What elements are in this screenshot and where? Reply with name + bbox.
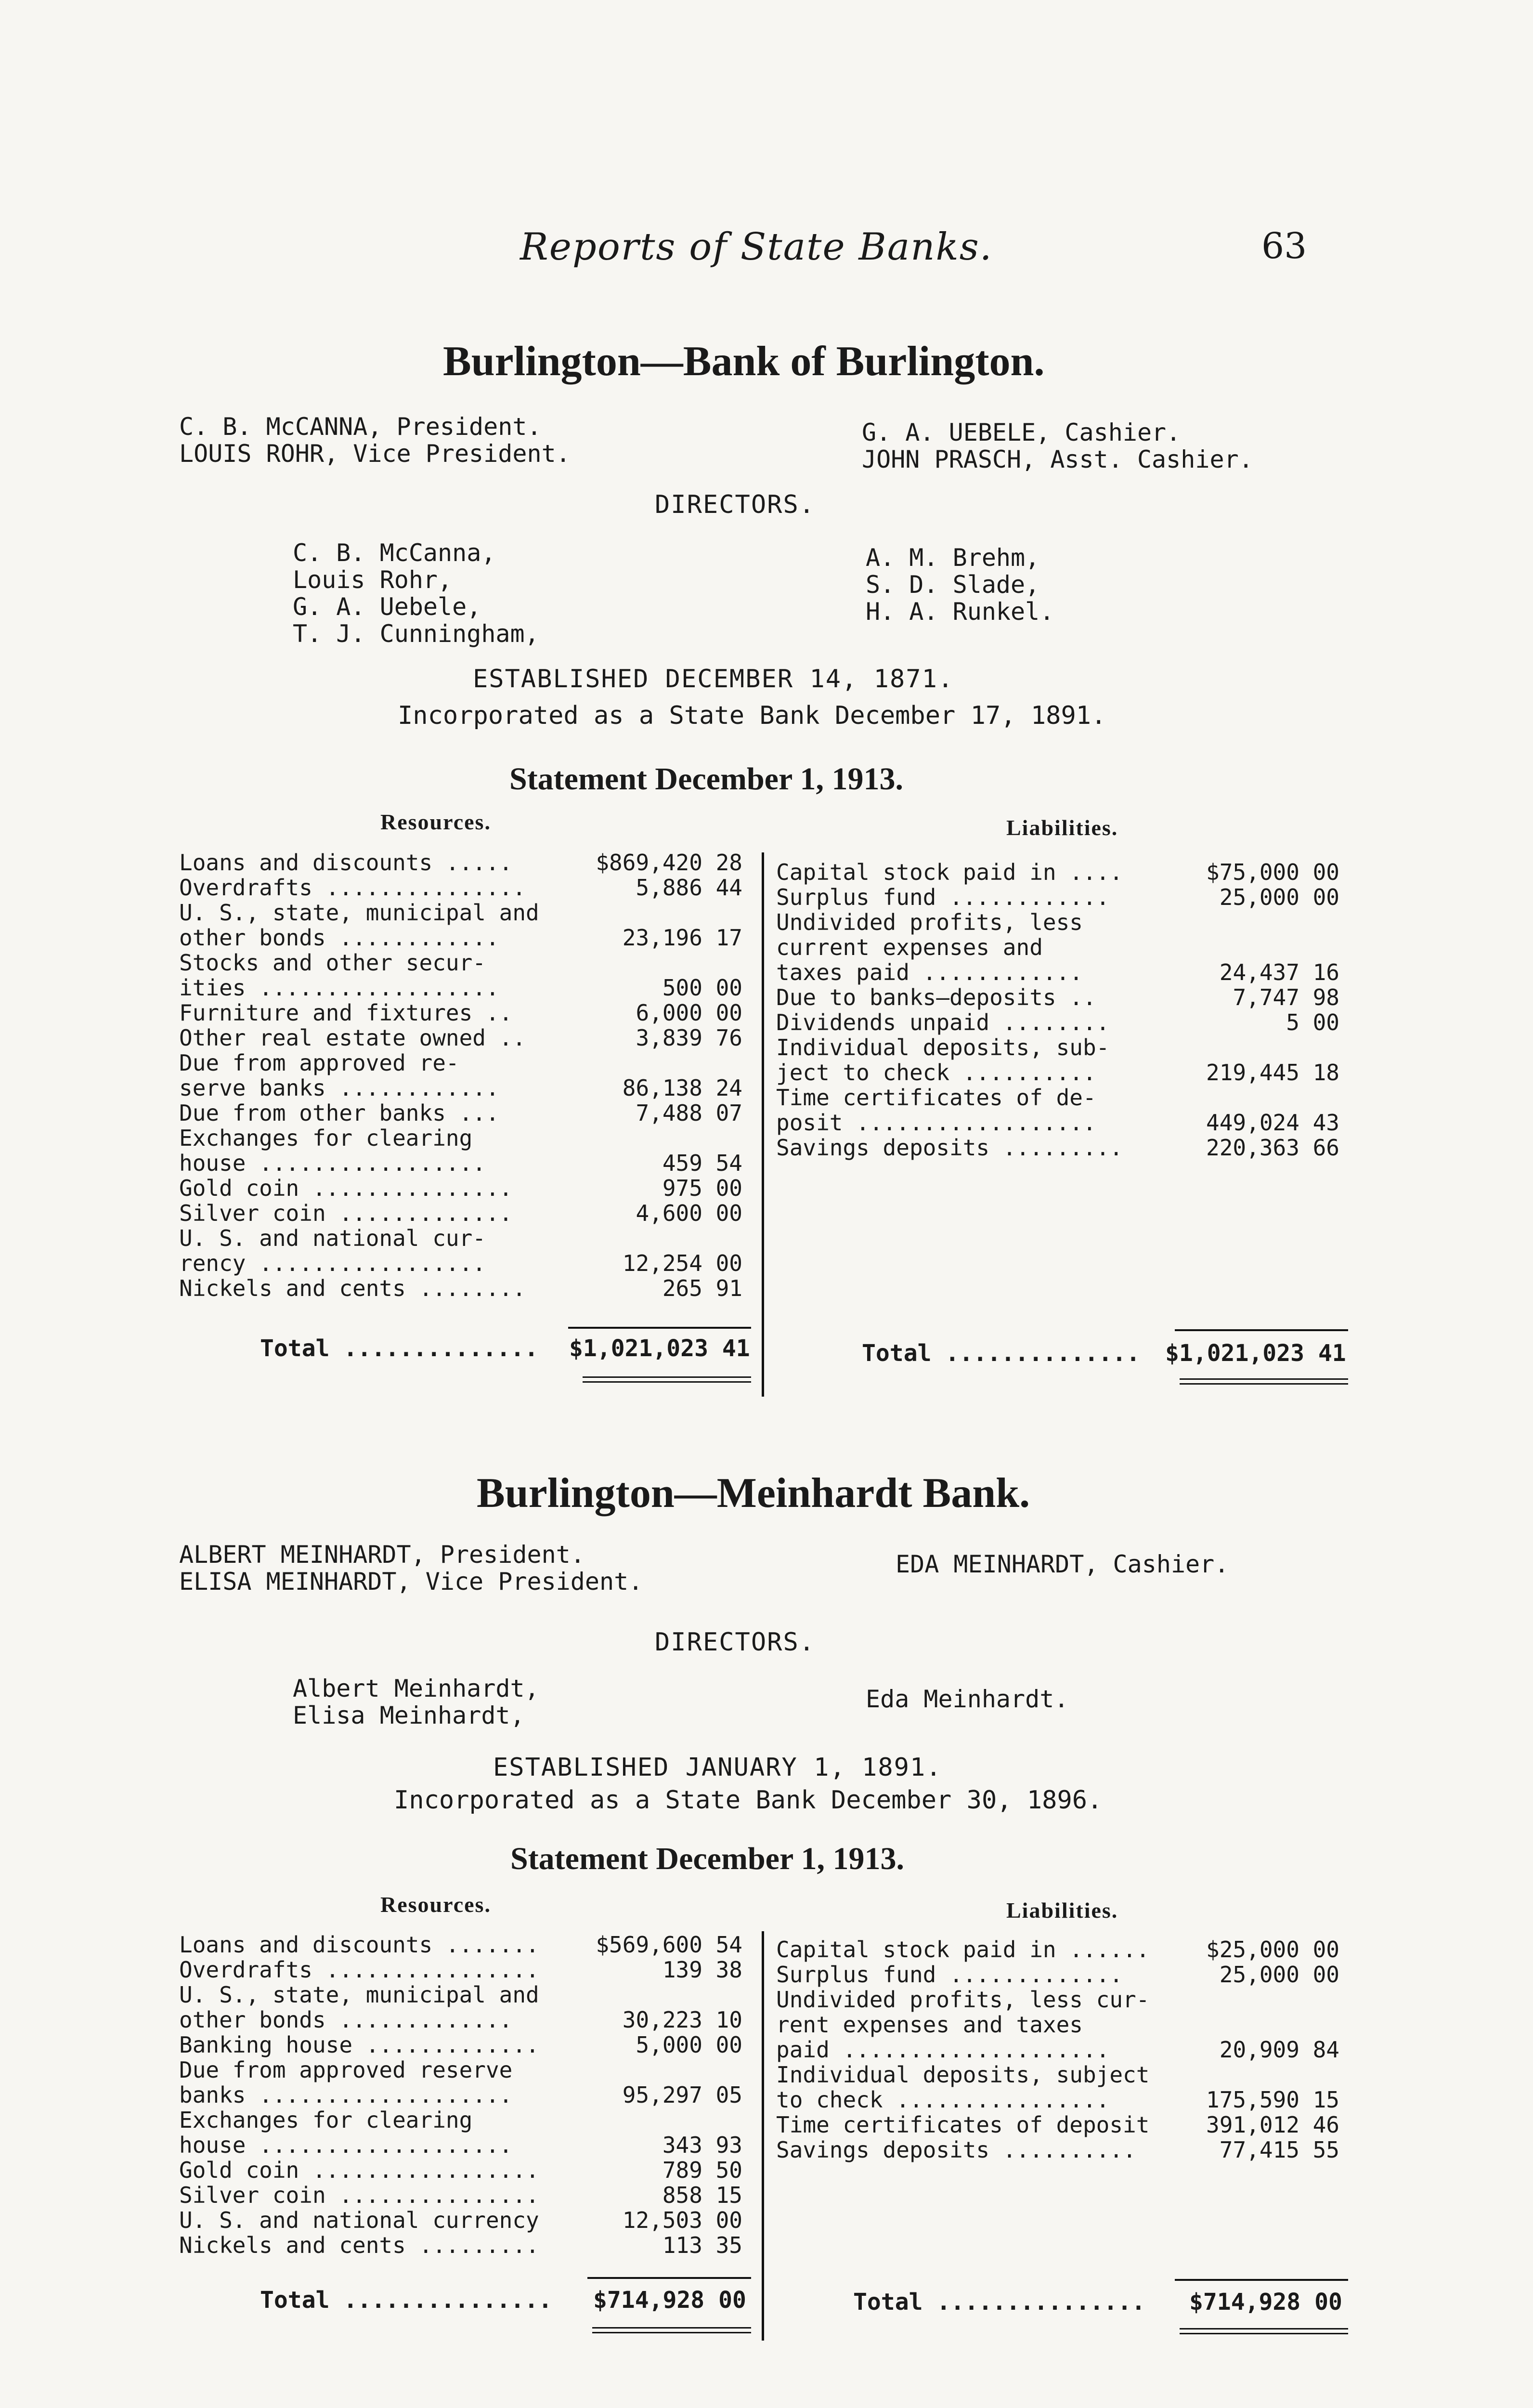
ledger-item-label: taxes paid ............ [776, 960, 1083, 985]
ledger-row [179, 2007, 752, 2032]
ledger-row [776, 2087, 1349, 2112]
ledger-item-label: Savings deposits .......... [776, 2137, 1136, 2162]
total-rule [1175, 1329, 1348, 1331]
ledger-item-amount: 77,415 55 [1219, 2137, 1339, 2163]
ledger-item-label: Surplus fund ............ [776, 885, 1110, 910]
ledger-row [776, 2112, 1349, 2137]
total-label: Total ............... [260, 2287, 552, 2314]
directors-left [293, 1675, 539, 1729]
double-rule [1180, 1383, 1348, 1385]
ledger-item-label: rency ................. [179, 1251, 486, 1276]
officers-right [862, 419, 1253, 473]
ledger-item-amount: 30,223 10 [622, 2007, 742, 2033]
ledger-item-amount: 5 00 [1286, 1009, 1339, 1035]
director: H. A. Runkel. [866, 598, 1054, 626]
ledger-row [179, 2032, 752, 2057]
ledger-item-label: U. S. and national currency [179, 2208, 539, 2233]
ledger-item-label: Stocks and other secur- [179, 950, 486, 975]
ledger-row [776, 2012, 1349, 2037]
total-liabilities: $714,928 00 [1189, 2289, 1342, 2316]
ledger-item-label: Furniture and fixtures .. [179, 1000, 513, 1025]
ledger-item-amount: 86,138 24 [622, 1075, 742, 1101]
ledger-item-amount: 5,886 44 [636, 875, 742, 901]
total-label: Total ............... [853, 2289, 1145, 2316]
bank-title: Burlington—Bank of Burlington. [443, 338, 1045, 385]
liabilities-table [776, 1937, 1349, 2162]
directors-right [866, 1686, 1068, 1713]
ledger-row [179, 1176, 752, 1201]
resources-table [179, 850, 752, 1301]
ledger-item-amount: 4,600 00 [636, 1200, 742, 1226]
ledger-item-label: Dividends unpaid ........ [776, 1010, 1110, 1035]
director: Louis Rohr, [293, 566, 453, 594]
ledger-row [179, 2183, 752, 2208]
ledger-item-amount: 391,012 46 [1206, 2112, 1339, 2138]
ledger-item-label: Capital stock paid in ...... [776, 1937, 1150, 1962]
ledger-item-amount: 265 91 [662, 1275, 742, 1301]
established-line: ESTABLISHED DECEMBER 14, 1871. [473, 665, 954, 694]
running-header: Reports of State Banks. [520, 225, 993, 269]
director: Eda Meinhardt. [866, 1685, 1069, 1713]
incorporated-line: Incorporated as a State Bank December 17, 1891. [398, 701, 1106, 730]
double-rule [592, 2327, 751, 2329]
officer-president: ALBERT MEINHARDT, President. [179, 1541, 585, 1569]
ledger-item-label: U. S., state, municipal and [179, 900, 539, 925]
ledger-row [776, 885, 1349, 910]
ledger-row [776, 2062, 1349, 2087]
ledger-row [776, 860, 1349, 885]
total-resources: $714,928 00 [593, 2287, 746, 2314]
ledger-row [179, 850, 752, 875]
column-divider [762, 1931, 764, 2341]
ledger-row [179, 975, 752, 1000]
ledger-row [179, 1276, 752, 1301]
ledger-item-label: paid .................... [776, 2037, 1110, 2062]
ledger-item-amount: 858 15 [662, 2182, 742, 2208]
double-rule [583, 1376, 751, 1378]
ledger-row [179, 1251, 752, 1276]
ledger-item-amount: 220,363 66 [1206, 1135, 1339, 1161]
ledger-row [179, 1982, 752, 2007]
ledger-item-label: Banking house ............. [179, 2032, 539, 2057]
ledger-item-amount: 343 93 [662, 2132, 742, 2158]
ledger-row [179, 2107, 752, 2133]
double-rule [1180, 2333, 1348, 2334]
ledger-item-amount: 219,445 18 [1206, 1060, 1339, 1086]
ledger-item-label: rent expenses and taxes [776, 2012, 1083, 2037]
ledger-item-label: Undivided profits, less cur- [776, 1987, 1150, 2012]
ledger-item-amount: 25,000 00 [1219, 884, 1339, 910]
ledger-item-label: U. S. and national cur- [179, 1226, 486, 1251]
ledger-item-label: house ................... [179, 2133, 513, 2158]
ledger-item-amount: 6,000 00 [636, 1000, 742, 1026]
double-rule [1180, 2328, 1348, 2329]
statement-title: Statement December 1, 1913. [509, 761, 904, 797]
ledger-item-label: other bonds ............. [179, 2007, 513, 2032]
officer-asst-cashier: JOHN PRASCH, Asst. Cashier. [862, 445, 1253, 473]
ledger-item-amount: 459 54 [662, 1150, 742, 1176]
ledger-item-label: Undivided profits, less [776, 910, 1083, 935]
ledger-row [776, 1060, 1349, 1085]
ledger-item-label: Nickels and cents ......... [179, 2233, 539, 2258]
officer-vice-president: ELISA MEINHARDT, Vice President. [179, 1568, 643, 1596]
ledger-row [776, 1987, 1349, 2012]
ledger-item-label: Surplus fund ............. [776, 1962, 1123, 1987]
liabilities-heading: Liabilities. [1006, 815, 1118, 840]
ledger-item-label: Capital stock paid in .... [776, 860, 1123, 885]
ledger-row [179, 1151, 752, 1176]
ledger-row [179, 1957, 752, 1982]
total-resources: $1,021,023 41 [569, 1335, 750, 1362]
resources-table [179, 1932, 752, 2258]
ledger-item-label: Individual deposits, sub- [776, 1035, 1110, 1060]
ledger-item-label: Overdrafts ............... [179, 875, 526, 900]
ledger-row [776, 1010, 1349, 1035]
ledger-item-label: house ................. [179, 1151, 486, 1176]
ledger-item-amount: 3,839 76 [636, 1025, 742, 1051]
ledger-row [179, 1025, 752, 1050]
total-rule [1175, 2279, 1348, 2281]
ledger-row [776, 985, 1349, 1010]
ledger-item-label: Loans and discounts ..... [179, 850, 513, 875]
officer-cashier: EDA MEINHARDT, Cashier. [896, 1550, 1229, 1578]
ledger-item-amount: 139 38 [662, 1957, 742, 1983]
ledger-item-label: Due from approved reserve [179, 2057, 513, 2082]
ledger-item-amount: 500 00 [662, 975, 742, 1001]
established-line: ESTABLISHED JANUARY 1, 1891. [493, 1753, 942, 1782]
directors-heading: DIRECTORS. [655, 490, 816, 519]
ledger-item-label: Due from other banks ... [179, 1100, 499, 1125]
ledger-row [179, 2208, 752, 2233]
directors-left [293, 539, 539, 647]
ledger-item-label: banks ................... [179, 2082, 513, 2107]
ledger-item-label: Time certificates of deposit [776, 2112, 1150, 2137]
ledger-item-label: Exchanges for clearing [179, 2107, 473, 2133]
directors-heading: DIRECTORS. [655, 1628, 816, 1657]
ledger-item-amount: 175,590 15 [1206, 2087, 1339, 2113]
ledger-item-label: Exchanges for clearing [179, 1125, 473, 1151]
ledger-row [179, 2158, 752, 2183]
ledger-row [776, 1110, 1349, 1135]
total-label: Total .............. [260, 1335, 538, 1362]
ledger-row [776, 1135, 1349, 1160]
ledger-item-label: Other real estate owned .. [179, 1025, 526, 1050]
ledger-row [179, 2082, 752, 2107]
ledger-item-label: current expenses and [776, 935, 1043, 960]
ledger-item-label: posit .................. [776, 1110, 1096, 1135]
directors-right [866, 544, 1054, 625]
ledger-row [179, 1226, 752, 1251]
ledger-item-label: Loans and discounts ....... [179, 1932, 539, 1957]
director: Elisa Meinhardt, [293, 1701, 525, 1729]
officer-cashier: G. A. UEBELE, Cashier. [862, 419, 1181, 446]
ledger-item-amount: 7,747 98 [1233, 984, 1339, 1010]
ledger-row [179, 875, 752, 900]
ledger-row [776, 910, 1349, 935]
statement-title: Statement December 1, 1913. [510, 1841, 905, 1876]
ledger-item-amount: 113 35 [662, 2232, 742, 2258]
page-number: 63 [1261, 225, 1307, 267]
ledger-item-amount: 975 00 [662, 1175, 742, 1201]
ledger-item-label: to check ................ [776, 2087, 1110, 2112]
ledger-row [179, 2133, 752, 2158]
ledger-item-label: Due to banks—deposits .. [776, 985, 1096, 1010]
ledger-row [179, 925, 752, 950]
ledger-item-amount: 789 50 [662, 2157, 742, 2183]
ledger-row [776, 935, 1349, 960]
ledger-item-label: Individual deposits, subject [776, 2062, 1150, 2087]
officers-right [896, 1551, 1229, 1578]
total-label: Total .............. [862, 1340, 1140, 1367]
double-rule [1180, 1378, 1348, 1380]
director: A. M. Brehm, [866, 544, 1040, 572]
director: C. B. McCanna, [293, 539, 496, 567]
ledger-row [179, 1000, 752, 1025]
ledger-row [776, 2037, 1349, 2062]
officers-left [179, 413, 571, 467]
ledger-item-label: Overdrafts ................ [179, 1957, 539, 1982]
ledger-item-amount: $25,000 00 [1206, 1937, 1339, 1963]
resources-heading: Resources. [380, 810, 491, 834]
bank-title: Burlington—Meinhardt Bank. [477, 1470, 1030, 1517]
ledger-item-label: Silver coin ............... [179, 2183, 539, 2208]
total-rule [587, 2277, 751, 2279]
officers-left [179, 1541, 643, 1595]
double-rule [592, 2332, 751, 2333]
ledger-item-label: Gold coin ............... [179, 1176, 513, 1201]
ledger-item-amount: 23,196 17 [622, 925, 742, 951]
ledger-item-amount: 12,254 00 [622, 1250, 742, 1276]
double-rule [583, 1381, 751, 1383]
total-rule [568, 1327, 751, 1329]
ledger-item-label: ities .................. [179, 975, 499, 1000]
ledger-row [179, 1100, 752, 1125]
ledger-row [776, 2137, 1349, 2162]
ledger-row [179, 2233, 752, 2258]
ledger-row [179, 1125, 752, 1151]
ledger-item-label: Nickels and cents ........ [179, 1276, 526, 1301]
director: T. J. Cunningham, [293, 620, 539, 648]
ledger-row [776, 1035, 1349, 1060]
ledger-item-label: U. S., state, municipal and [179, 1982, 539, 2007]
ledger-item-amount: 25,000 00 [1219, 1962, 1339, 1988]
ledger-item-amount: 24,437 16 [1219, 959, 1339, 985]
ledger-item-label: ject to check .......... [776, 1060, 1096, 1085]
ledger-item-amount: 5,000 00 [636, 2032, 742, 2058]
ledger-item-amount: $869,420 28 [596, 850, 742, 876]
officer-vice-president: LOUIS ROHR, Vice President. [179, 440, 571, 468]
column-divider [762, 852, 764, 1397]
resources-heading: Resources. [380, 1892, 491, 1917]
ledger-item-amount: 12,503 00 [622, 2207, 742, 2233]
total-liabilities: $1,021,023 41 [1165, 1340, 1346, 1367]
ledger-row [776, 960, 1349, 985]
ledger-item-label: Due from approved re- [179, 1050, 459, 1075]
director: Albert Meinhardt, [293, 1675, 539, 1702]
director: G. A. Uebele, [293, 593, 481, 621]
ledger-row [179, 1075, 752, 1100]
ledger-row [776, 1962, 1349, 1987]
ledger-item-label: Savings deposits ......... [776, 1135, 1123, 1160]
director: S. D. Slade, [866, 571, 1040, 599]
ledger-item-amount: 20,909 84 [1219, 2037, 1339, 2063]
ledger-item-label: other bonds ............ [179, 925, 499, 950]
ledger-item-label: Gold coin ................. [179, 2158, 539, 2183]
ledger-item-amount: 95,297 05 [622, 2082, 742, 2108]
ledger-item-label: Silver coin ............. [179, 1201, 513, 1226]
ledger-item-amount: $75,000 00 [1206, 859, 1339, 885]
liabilities-heading: Liabilities. [1006, 1898, 1118, 1923]
ledger-row [776, 1937, 1349, 1962]
ledger-row [179, 2057, 752, 2082]
ledger-row [179, 1201, 752, 1226]
ledger-item-amount: 7,488 07 [636, 1100, 742, 1126]
ledger-item-amount: $569,600 54 [596, 1932, 742, 1958]
ledger-item-amount: 449,024 43 [1206, 1110, 1339, 1136]
ledger-item-label: serve banks ............ [179, 1075, 499, 1100]
ledger-row [776, 1085, 1349, 1110]
liabilities-table [776, 860, 1349, 1160]
incorporated-line: Incorporated as a State Bank December 30, 1896. [394, 1786, 1103, 1815]
ledger-row [179, 1932, 752, 1957]
ledger-row [179, 950, 752, 975]
ledger-row [179, 1050, 752, 1075]
officer-president: C. B. McCANNA, President. [179, 413, 542, 441]
ledger-item-label: Time certificates of de- [776, 1085, 1096, 1110]
ledger-row [179, 900, 752, 925]
